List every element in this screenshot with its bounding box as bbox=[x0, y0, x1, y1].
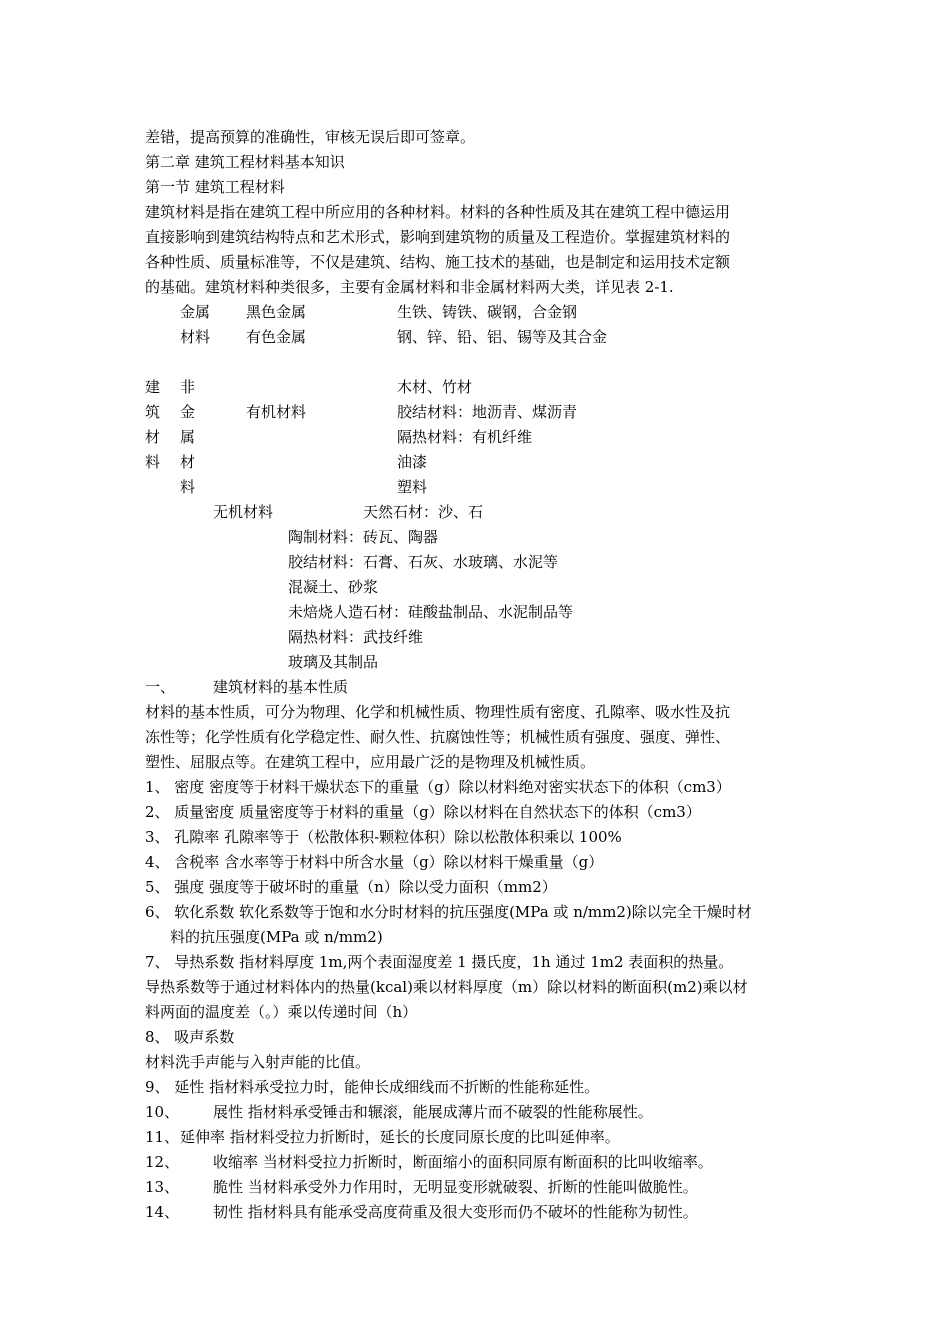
metal-label: 材料 bbox=[180, 328, 211, 346]
building-char: 建 bbox=[145, 378, 161, 396]
nonferrous-metal: 有色金属 bbox=[246, 328, 307, 346]
inorganic-item: 未焙烧人造石材：硅酸盐制品、水泥制品等 bbox=[288, 603, 574, 621]
list-item: 5、 强度 强度等于破坏时的重量（n）除以受力面积（mm2） bbox=[145, 878, 557, 896]
nonmetal-char: 料 bbox=[180, 478, 196, 496]
black-metal-items: 生铁、铸铁、碳钢，合金钢 bbox=[397, 303, 578, 321]
text-line: 差错，提高预算的准确性，审核无误后即可签章。 bbox=[145, 128, 476, 146]
nonmetal-char: 非 bbox=[180, 378, 196, 396]
text-line: 冻性等；化学性质有化学稳定性、耐久性、抗腐蚀性等；机械性质有强度、强度、弹性、 bbox=[145, 728, 731, 746]
organic-item: 塑料 bbox=[397, 478, 428, 496]
list-item: 4、 含税率 含水率等于材料中所含水量（g）除以材料干燥重量（g） bbox=[145, 853, 604, 871]
inorganic-item: 陶制材料：砖瓦、陶器 bbox=[288, 528, 439, 546]
building-char: 料 bbox=[145, 453, 161, 471]
list-item-number: 14、 bbox=[145, 1203, 180, 1221]
organic-item: 隔热材料：有机纤维 bbox=[397, 428, 533, 446]
nonmetal-char: 金 bbox=[180, 403, 196, 421]
text-line: 直接影响到建筑结构特点和艺术形式，影响到建筑物的质量及工程造价。掌握建筑材料的 bbox=[145, 228, 731, 246]
inorganic-item: 天然石材：沙、石 bbox=[363, 503, 484, 521]
text-line: 材料洗手声能与入射声能的比值。 bbox=[145, 1053, 371, 1071]
building-char: 筑 bbox=[145, 403, 161, 421]
inorganic-label: 无机材料 bbox=[213, 503, 274, 521]
text-line: 的基础。建筑材料种类很多，主要有金属材料和非金属材料两大类，详见表 2-1. bbox=[145, 278, 674, 296]
list-item-number: 12、 bbox=[145, 1153, 180, 1171]
organic-item: 木材、竹材 bbox=[397, 378, 473, 396]
organic-item: 油漆 bbox=[397, 453, 428, 471]
organic-item: 胶结材料：地沥青、煤沥青 bbox=[397, 403, 578, 421]
list-item-continuation: 料的抗压强度(MPa 或 n/mm2) bbox=[170, 928, 383, 946]
black-metal: 黑色金属 bbox=[246, 303, 307, 321]
list-item: 3、 孔隙率 孔隙率等于（松散体积-颗粒体积）除以松散体积乘以 100% bbox=[145, 828, 622, 846]
section-title: 第一节 建筑工程材料 bbox=[145, 178, 285, 196]
metal-label: 金属 bbox=[180, 303, 211, 321]
list-item: 6、 软化系数 软化系数等于饱和水分时材料的抗压强度(MPa 或 n/mm2)除以完全干燥时材 bbox=[145, 903, 752, 921]
list-item: 7、 导热系数 指材料厚度 1m,两个表面湿度差 1 摄氏度，1h 通过 1m2 表面积的热量。 bbox=[145, 953, 734, 971]
text-line: 导热系数等于通过材料体内的热量(kcal)乘以材料厚度（m）除以材料的断面积(m2)乘以材 bbox=[145, 978, 748, 996]
nonferrous-items: 钢、锌、铅、铝、锡等及其合金 bbox=[397, 328, 608, 346]
inorganic-item: 玻璃及其制品 bbox=[288, 653, 379, 671]
list-item-number: 10、 bbox=[145, 1103, 180, 1121]
list-item: 延伸率 指材料受拉力折断时，延长的长度同原长度的比叫延伸率。 bbox=[180, 1128, 620, 1146]
text-line: 塑性、屈服点等。在建筑工程中，应用最广泛的是物理及机械性质。 bbox=[145, 753, 596, 771]
building-char: 材 bbox=[145, 428, 161, 446]
list-item: 脆性 当材料承受外力作用时，无明显变形就破裂、折断的性能叫做脆性。 bbox=[213, 1178, 698, 1196]
list-item: 9、 延性 指材料承受拉力时，能伸长成细线而不折断的性能称延性。 bbox=[145, 1078, 600, 1096]
section-number: 一、 bbox=[145, 678, 176, 696]
text-line: 各种性质、质量标准等，不仅是建筑、结构、施工技术的基础，也是制定和运用技术定额 bbox=[145, 253, 731, 271]
inorganic-item: 胶结材料：石膏、石灰、水玻璃、水泥等 bbox=[288, 553, 559, 571]
organic-label: 有机材料 bbox=[246, 403, 307, 421]
text-line: 建筑材料是指在建筑工程中所应用的各种材料。材料的各种性质及其在建筑工程中德运用 bbox=[145, 203, 731, 221]
chapter-title: 第二章 建筑工程材料基本知识 bbox=[145, 153, 345, 171]
nonmetal-char: 材 bbox=[180, 453, 196, 471]
list-item: 2、 质量密度 质量密度等于材料的重量（g）除以材料在自然状态下的体积（cm3） bbox=[145, 803, 701, 821]
list-item: 收缩率 当材料受拉力折断时，断面缩小的面积同原有断面积的比叫收缩率。 bbox=[213, 1153, 713, 1171]
list-item: 8、 吸声系数 bbox=[145, 1028, 235, 1046]
inorganic-item: 隔热材料：武技纤维 bbox=[288, 628, 424, 646]
list-item-number: 13、 bbox=[145, 1178, 180, 1196]
list-item: 展性 指材料承受锤击和辗滚，能展成薄片而不破裂的性能称展性。 bbox=[213, 1103, 653, 1121]
section-heading: 建筑材料的基本性质 bbox=[213, 678, 349, 696]
text-line: 材料的基本性质，可分为物理、化学和机械性质、物理性质有密度、孔隙率、吸水性及抗 bbox=[145, 703, 731, 721]
inorganic-item: 混凝土、砂浆 bbox=[288, 578, 379, 596]
list-item: 韧性 指材料具有能承受高度荷重及很大变形而仍不破坏的性能称为韧性。 bbox=[213, 1203, 698, 1221]
list-item-number: 11、 bbox=[145, 1128, 180, 1146]
text-line: 料两面的温度差（。）乘以传递时间（h） bbox=[145, 1003, 418, 1021]
list-item: 1、 密度 密度等于材料干燥状态下的重量（g）除以材料绝对密实状态下的体积（cm3） bbox=[145, 778, 731, 796]
nonmetal-char: 属 bbox=[180, 428, 196, 446]
